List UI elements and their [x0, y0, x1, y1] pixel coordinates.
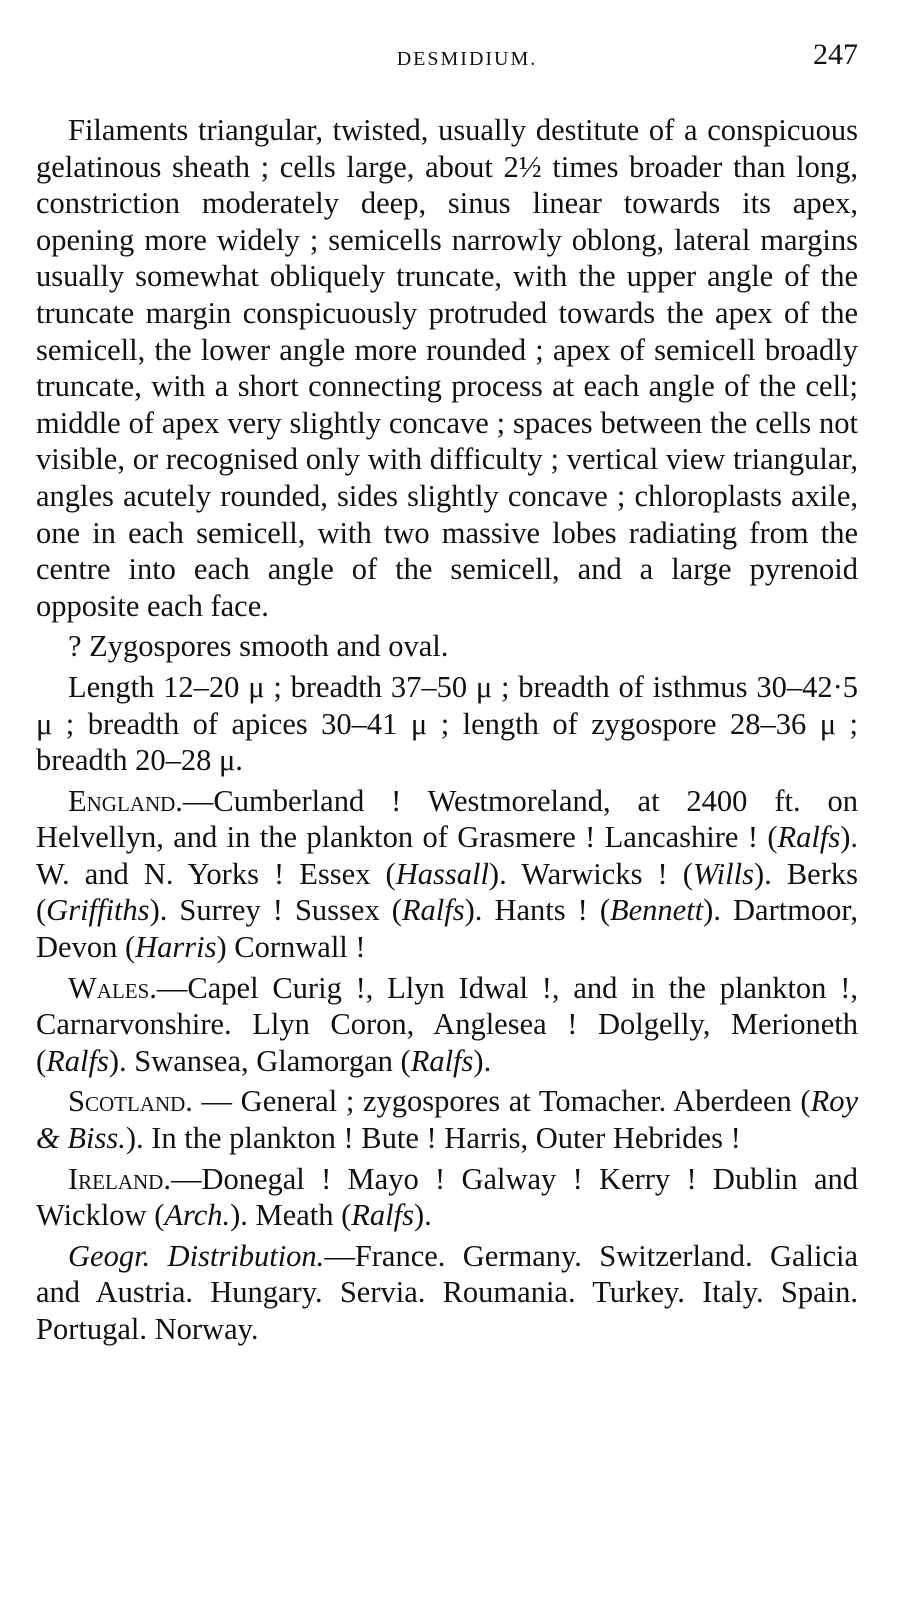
region-label-england: England.	[68, 783, 183, 818]
running-head: DESMIDIUM.	[396, 48, 538, 70]
authority: Harris	[135, 930, 217, 965]
authority: Hassall	[395, 856, 489, 891]
region-label-wales: Wales.	[68, 970, 157, 1005]
authority: Ralfs	[351, 1198, 414, 1233]
region-label-ireland: Ireland.	[68, 1161, 171, 1196]
authority: Roy & Biss.	[36, 1084, 858, 1156]
authority: Ralfs	[410, 1043, 474, 1078]
distribution-label: Geogr. Distribution.	[68, 1238, 325, 1273]
authority: Ralfs	[401, 893, 465, 928]
england-paragraph: England.—Cumberland ! Westmoreland, at 2400 ft. on Helvellyn, and in the plankton of Grasmere ! Lancashire ! (Ralfs). W. and N. Yorks ! Essex (Hassall). Warwicks ! (Wills). Berks (Griffiths). Surrey ! Sussex (Ralfs). Hants ! (Bennett). Dartmoor, Devon (Harris) Cornwall !	[36, 783, 858, 965]
authority: Ralfs	[46, 1043, 109, 1078]
scotland-paragraph: Scotland. — General ; zygospores at Tomacher. Aberdeen (Roy & Biss.). In the plankton ! Bute ! Harris, Outer Hebrides !	[36, 1084, 858, 1156]
page-number: 247	[813, 38, 858, 71]
region-label-scotland: Scotland.	[68, 1084, 193, 1119]
distribution-paragraph: Geogr. Distribution.—France. Germany. Switzerland. Galicia and Austria. Hungary. Servia. Roumania. Turkey. Italy. Spain. Portugal. Norway.	[36, 1238, 858, 1346]
authority: Wills	[692, 856, 754, 891]
description-paragraph: Filaments triangular, twisted, usually destitute of a conspicuous gelatinous sheath ; cells large, about 2½ times broader than long, constriction moderately deep, sinus linear towards its apex, opening more widely ; semicells narrowly oblong, lateral margins usually somewhat obliquely truncate, with the upper angle of the truncate margin conspicuously protruded towards the apex of the semicell, the lower angle more rounded ; apex of semicell broadly truncate, with a short connecting process at each angle of the cell; middle of apex very slightly concave ; spaces between the cells not visible, or recognised only with difficulty ; vertical view triangular, angles acutely rounded, sides slightly concave ; chloroplasts axile, one in each semicell, with two massive lobes radiating from the centre into each angle of the semicell, and a large pyrenoid opposite each face.	[36, 113, 858, 623]
wales-paragraph: Wales.—Capel Curig !, Llyn Idwal !, and in the plankton !, Carnarvonshire. Llyn Coron, Anglesea ! Dolgelly, Merioneth (Ralfs). Swansea, Glamorgan (Ralfs).	[36, 970, 858, 1078]
measurements-paragraph: Length 12–20 μ ; breadth 37–50 μ ; breadth of isthmus 30–42·5 μ ; breadth of apices 30–41 μ ; length of zygospore 28–36 μ ; breadth 20–28 μ.	[36, 669, 858, 778]
authority: Arch.	[164, 1198, 231, 1233]
authority: Griffiths	[46, 893, 150, 928]
zygospores-paragraph: ? Zygospores smooth and oval.	[68, 629, 449, 664]
ireland-paragraph: Ireland.—Donegal ! Mayo ! Galway ! Kerry ! Dublin and Wicklow (Arch.). Meath (Ralfs).	[36, 1161, 858, 1233]
page-body	[36, 112, 858, 1348]
authority: Ralfs	[777, 820, 841, 855]
page-header	[36, 38, 858, 82]
authority: Bennett	[610, 893, 704, 928]
